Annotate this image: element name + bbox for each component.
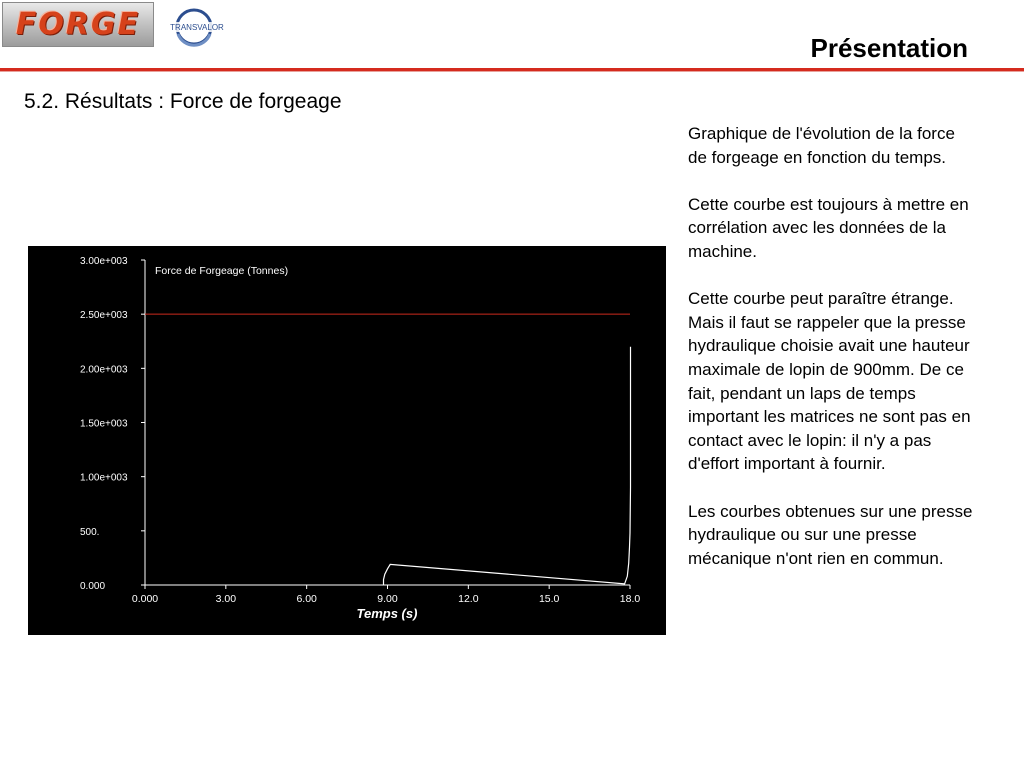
- force-series-line: [384, 347, 631, 585]
- y-tick-label: 500.: [80, 526, 100, 538]
- force-chart-svg: [28, 246, 666, 635]
- x-tick-label: 12.0: [458, 593, 479, 605]
- forge-logo-text: FORGE: [15, 7, 141, 42]
- force-chart: [28, 246, 666, 635]
- y-tick-label: 1.50e+003: [80, 418, 128, 430]
- x-tick-label: 18.0: [619, 593, 641, 605]
- x-tick-label: 15.0: [538, 593, 560, 605]
- y-tick-label: 3.00e+003: [80, 256, 128, 267]
- description-paragraph: Cette courbe est toujours à mettre en corrélation avec les données de la machine.: [688, 194, 969, 261]
- transvalor-logo: [154, 4, 240, 48]
- x-tick-label: 3.00: [215, 593, 237, 605]
- x-tick-label: 0.000: [131, 593, 159, 605]
- y-tick-label: 2.50e+003: [80, 310, 128, 322]
- transvalor-logo-text: TRANSVALOR: [170, 23, 224, 32]
- y-tick-label: 2.00e+003: [80, 364, 128, 376]
- description-paragraph: Les courbes obtenues sur une presse hydraulique ou sur une presse mécanique n'ont rien en commun.: [688, 501, 973, 568]
- y-tick-label: 1.00e+003: [80, 472, 128, 484]
- chart-title: Force de Forgeage (Tonnes): [155, 265, 289, 277]
- title-divider: [0, 68, 1024, 71]
- y-tick-label: 0.000: [80, 581, 106, 592]
- section-heading: 5.2. Résultats : Force de forgeage: [24, 90, 342, 113]
- description-paragraph: Cette courbe peut paraître étrange. Mais il faut se rappeler que la presse hydraulique choisie avait une hauteur maximale de lopin de 900mm. De ce fait, pendant un laps de temps important les matrices ne sont pas en contact avec le lopin: il n'y a pas d'effort important à fournir.: [688, 289, 971, 474]
- chart-x-axis-label: Temps (s): [356, 606, 418, 621]
- x-tick-label: 9.00: [377, 593, 398, 605]
- description-text: [688, 122, 973, 594]
- description-paragraph: Graphique de l'évolution de la force de forgeage en fonction du temps.: [688, 124, 955, 167]
- page-title: Présentation: [810, 33, 968, 63]
- x-tick-label: 6.00: [296, 593, 317, 605]
- forge-logo: [2, 2, 154, 47]
